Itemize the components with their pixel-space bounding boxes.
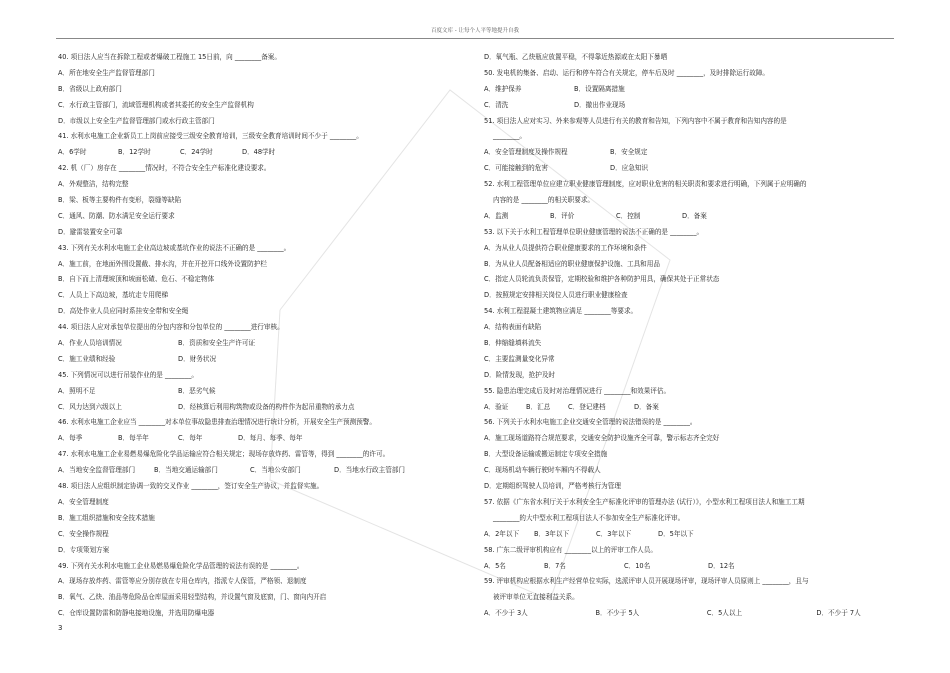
- left-column: [58, 50, 458, 622]
- option-text: D．应急知识: [610, 164, 649, 173]
- option-text: B．安全规定: [610, 148, 648, 157]
- option-text: A．作业人员培训情况: [58, 339, 122, 348]
- text-line: 59. 评审机构应根据水利生产经营单位实际，选派评审人员开展现场评审，现场评审人员原则上 ________，且与: [484, 577, 809, 586]
- option-text: B．12学时: [118, 148, 151, 157]
- text-line: B．氧气、乙炔、油品等危险品仓库屋面采用轻型结构，并设置气窗及底窗，门、窗向内开启: [58, 593, 327, 602]
- text-line: 53. 以下关于水利工程管理单位职业健康管理的说法不正确的是 ________。: [484, 227, 704, 236]
- options-row: [484, 98, 896, 114]
- text-line: 45. 下列情况可以进行吊装作业的是 ________。: [58, 370, 198, 379]
- option-text: D．5年以下: [658, 529, 694, 538]
- option-text: D．不少于 7人: [816, 609, 861, 618]
- option-text: C．施工业绩和经验: [58, 354, 116, 363]
- options-row: [484, 559, 896, 575]
- option-text: A．当地安全监督管理部门: [58, 466, 136, 475]
- options-row: [58, 400, 458, 416]
- page-header: 百度文库 - 让每个人平等地提升自我: [431, 28, 519, 34]
- text-line: 40. 项目法人应当在拆除工程或者爆破工程施工 15日前，向 ________备案。: [58, 53, 281, 61]
- text-line: A．外观整洁，结构完整: [58, 180, 129, 189]
- options-row: [58, 463, 458, 479]
- text-line: 52. 水利工程管理单位应建立职业健康管理制度，应对职业危害的相关职责和要求进行明确，下列属于应明确的: [484, 180, 807, 189]
- option-text: A．不少于 3人: [484, 609, 528, 618]
- option-text: A．6学时: [58, 148, 87, 157]
- option-text: B．汇总: [526, 402, 551, 411]
- text-line: B．省级以上政府部门: [58, 84, 122, 93]
- text-line: A．结构表面有缺陷: [484, 323, 542, 332]
- option-text: C．当地公安部门: [250, 466, 301, 475]
- options-row: [484, 145, 896, 161]
- option-text: D．12名: [708, 561, 735, 570]
- text-line: 57. 依据《广东省水利厅关于水利安全生产标准化评审的管理办法 (试行）》，小型水利工程项目法人和施工工期: [484, 497, 805, 506]
- text-line: 56. 下列关于水利水电施工企业交通安全管理的说法错误的是 ________。: [484, 418, 697, 427]
- text-line: B．为从业人员配备相适应的职业健康保护设施、工具和用品: [484, 259, 660, 268]
- text-line: 47. 水利水电施工企业易燃易爆危险化学品运输应符合相关规定；现场存放炸药、雷管等，得到 ________的许可。: [58, 450, 390, 459]
- text-line: C．主要监测量变化异常: [484, 354, 555, 363]
- text-line: 58. 广东二级评审机构应有 ________以上的评审工作人员。: [484, 545, 657, 554]
- text-line: 43. 下列有关水利水电施工企业高边坡或基坑作业的说法不正确的是 ________。: [58, 243, 291, 252]
- text-line: A．安全管理制度: [58, 497, 109, 506]
- text-line: A．现场存放炸药、雷管等应分别存放在专用仓库内，指派专人保管，严格领、退制度: [58, 577, 307, 586]
- option-text: C．清洗: [484, 100, 509, 109]
- text-line: C．指定人员轮流负责保管，定期校验和维护各种防护用具，确保其处于正常状态: [484, 275, 720, 284]
- text-line: C．仓库设置防雷和防静电接地设施，并选用防爆电器: [58, 609, 215, 618]
- option-text: A．每季: [58, 434, 83, 443]
- option-text: B．设置隔离措施: [574, 84, 625, 93]
- option-text: B．恶劣气候: [178, 386, 216, 395]
- option-text: D．48学时: [242, 148, 276, 157]
- text-line: 46. 水利水电施工企业应当 ________对本单位事故隐患排查治理情况进行统计分析，开展安全生产预测预警。: [58, 418, 376, 427]
- options-row: [484, 527, 896, 543]
- option-text: A．验证: [484, 402, 509, 411]
- option-text: B．7名: [544, 561, 566, 570]
- text-line: D．险情发现，抢护及时: [484, 370, 556, 379]
- text-line: D．按照规定安排相关岗位人员进行职业健康检查: [484, 291, 628, 300]
- text-line: D．市级以上安全生产监督管理部门或水行政主管部门: [58, 116, 215, 125]
- text-line: 42. 机（厂）房存在 ________情况时，不符合安全生产标准化建设要求。: [58, 164, 271, 173]
- right-column: [484, 50, 896, 622]
- text-line: A．所在地安全生产监督管理部门: [58, 68, 155, 77]
- options-row: [484, 82, 896, 98]
- text-line: D．氧气瓶、乙炔瓶应放置平稳，不得靠近热源或在太阳下暴晒: [484, 53, 668, 61]
- text-line: ________。: [493, 132, 526, 141]
- option-text: B．资质和安全生产许可证: [178, 339, 256, 348]
- text-line: 44. 项目法人应对承包单位提出的分包内容和分包单位的 ________进行审核。: [58, 323, 284, 332]
- options-row: [58, 431, 458, 447]
- options-row: [484, 606, 896, 622]
- text-line: D．定期组织驾驶人员培训，严格考核行为管理: [484, 482, 621, 491]
- options-row: [484, 209, 896, 225]
- text-line: 55. 隐患治理完成后及时对治理情况进行 ________和效果评估。: [484, 386, 671, 395]
- page-number: 3: [58, 624, 63, 632]
- option-text: D．备案: [682, 211, 707, 220]
- options-row: [484, 161, 896, 177]
- option-text: B．不少于 5人: [595, 609, 640, 618]
- options-row: [58, 145, 458, 161]
- option-text: B．评价: [550, 211, 575, 220]
- text-line: 49. 下列有关水利水电施工企业易燃易爆危险化学品管理的说法有误的是 ________。: [58, 561, 304, 570]
- option-text: A．照明不足: [58, 386, 96, 395]
- option-text: D．撤出作业现场: [574, 100, 626, 109]
- option-text: D．备案: [634, 402, 659, 411]
- text-line: D．避雷装置安全可靠: [58, 227, 123, 236]
- option-text: D．财务状况: [178, 354, 217, 363]
- option-text: D．经核算后利用构筑物或设备的构件作为起吊重物的承力点: [178, 402, 355, 411]
- options-row: [58, 352, 458, 368]
- text-line: 被评审单位无直接利益关系。: [493, 593, 579, 602]
- text-line: 48. 项目法人应组织制定协调一致的交叉作业 ________，签订安全生产协议，并监督实施。: [58, 482, 324, 491]
- option-text: C．10名: [624, 561, 651, 570]
- header-divider: [56, 38, 894, 39]
- text-line: B．伸缩缝填料流失: [484, 339, 542, 348]
- option-text: D．每月、每季、每年: [238, 434, 303, 443]
- option-text: C．风力达到六级以上: [58, 402, 122, 411]
- text-line: 54. 水利工程混凝土建筑物应满足 ________等要求。: [484, 307, 638, 316]
- text-line: B．自下而上清理坡顶和坡面松碴、危石、不稳定物体: [58, 275, 215, 284]
- option-text: C．5人以上: [706, 609, 743, 618]
- options-row: [484, 400, 896, 416]
- text-line: 内容的是 ________的相关职要求。: [493, 196, 595, 205]
- text-line: B．梁、板等主要构件有变形，裂缝等缺陷: [58, 196, 182, 205]
- option-text: A．5名: [484, 561, 506, 570]
- option-text: A．安全管理制度及操作规程: [484, 148, 568, 157]
- options-row: [58, 336, 458, 352]
- option-text: C．3年以下: [596, 529, 632, 538]
- option-text: A．2年以下: [484, 529, 520, 538]
- option-text: D．当地水行政主管部门: [334, 466, 406, 475]
- option-text: C．24学时: [180, 148, 213, 157]
- text-line: D．专项策划方案: [58, 545, 110, 554]
- text-line: C．人员上下高边坡，基坑走专用爬梯: [58, 291, 169, 300]
- text-line: ________的大中型水利工程项目法人不参加安全生产标准化评审。: [493, 513, 685, 522]
- text-line: A．施工现场道路符合规范要求，交通安全防护设施齐全可靠，警示标志齐全完好: [484, 434, 720, 443]
- text-line: B．施工组织措施和安全技术措施: [58, 513, 155, 522]
- option-text: A．监测: [484, 211, 509, 220]
- text-line: B．大型设备运输或搬运制定专项安全措施: [484, 450, 608, 459]
- options-row: [58, 384, 458, 400]
- text-line: 51. 项目法人应对实习、外来参观等人员进行有关的教育和告知，下列内容中不属于教育和告知内容的是: [484, 116, 787, 125]
- option-text: C．每年: [178, 434, 203, 443]
- text-line: C．安全操作规程: [58, 529, 109, 538]
- text-line: A．为从业人员提供符合职业健康要求的工作环境和条件: [484, 243, 647, 252]
- text-line: C．通风、防潮、防水满足安全运行要求: [58, 211, 175, 220]
- option-text: C．登记建档: [568, 402, 606, 411]
- text-line: 50. 发电机的集备、启动、运行和停车符合有关规定，停车后及时 ________，及时排除运行故障。: [484, 68, 770, 77]
- option-text: B．当地交通运输部门: [154, 466, 218, 475]
- option-text: B．每半年: [118, 434, 149, 443]
- text-line: D．高处作业人员应同时系挂安全带和安全绳: [58, 307, 189, 316]
- text-line: C．水行政主管部门，流域管理机构或者其委托的安全生产监督机构: [58, 100, 254, 109]
- text-line: A．施工前，在地面外围设置截、排水沟，并在开挖开口线外设置防护栏: [58, 259, 267, 268]
- option-text: A．维护保养: [484, 84, 522, 93]
- option-text: C．控制: [616, 211, 641, 220]
- text-line: C．现场机动车辆行驶时车厢内不得载人: [484, 466, 601, 475]
- text-line: 41. 水利水电施工企业新员工上岗前应接受三级安全教育培训，三级安全教育培训时间不少于 ________。: [58, 132, 363, 141]
- option-text: C．可能接触到的危害: [484, 164, 548, 173]
- option-text: B．3年以下: [534, 529, 570, 538]
